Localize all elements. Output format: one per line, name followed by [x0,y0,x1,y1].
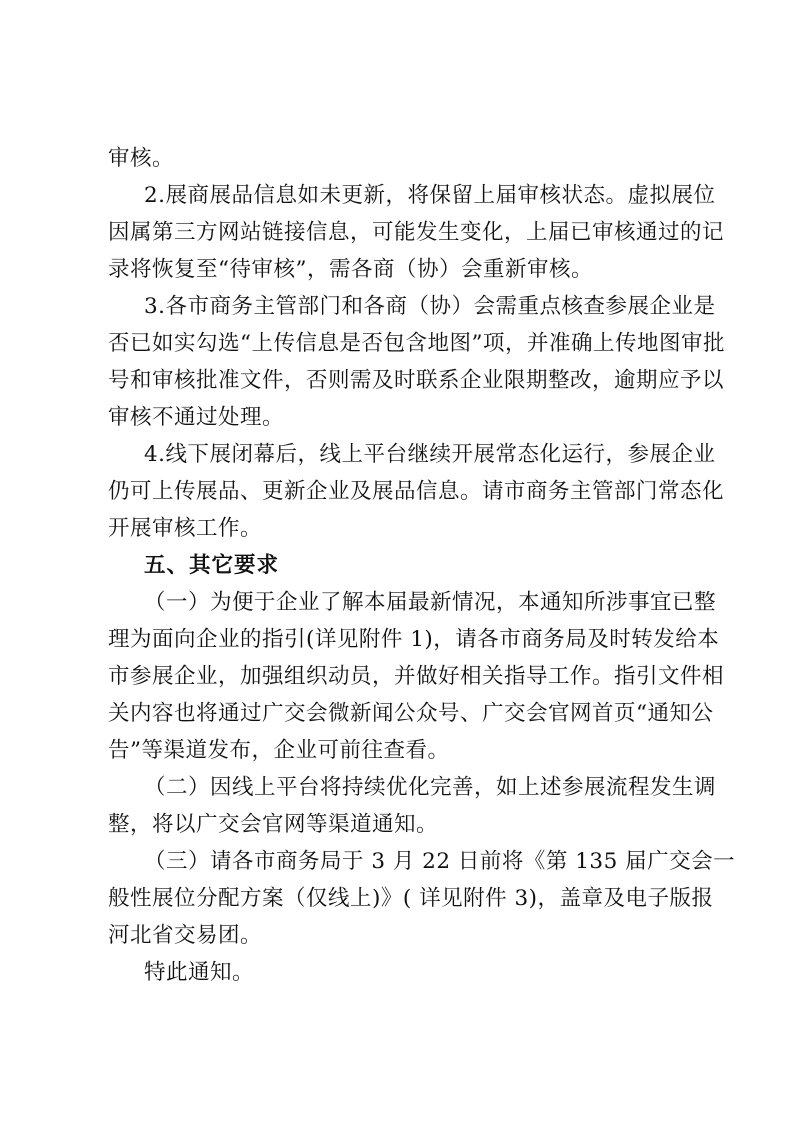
body-text-line: 般性展位分配方案（仅线上)》( 详见附件 3)，盖章及电子版报 [108,886,714,911]
body-text-line: 号和审核批准文件，否则需及时联系企业限期整改，逾期应予以 [108,368,725,393]
body-text-line: 录将恢复至“待审核”，需各商（协）会重新审核。 [108,257,593,282]
body-text-line: （二）因线上平台将持续优化完善，如上述参展流程发生调 [144,775,717,800]
body-text-line: 理为面向企业的指引(详见附件 1)，请各市商务局及时转发给本 [108,627,720,652]
body-text-line: （三）请各市商务局于 3 月 22 日前将《第 135 届广交会一 [144,849,736,874]
body-text-line: 审核。 [108,146,175,171]
body-text-line: 河北省交易团。 [108,923,263,948]
body-text-line: 4.线下展闭幕后，线上平台继续开展常态化运行，参展企业 [144,442,716,467]
body-text-line: 整，将以广交会官网等渠道通知。 [108,812,439,837]
closing-line: 特此通知。 [144,960,255,985]
body-text-line: 关内容也将通过广交会微新闻公众号、广交会官网首页“通知公 [108,701,714,726]
body-text-line: 市参展企业，加强组织动员，并做好相关指导工作。指引文件相 [108,664,725,689]
body-text-line: 否已如实勾选“上传信息是否包含地图”项，并准确上传地图审批 [108,331,725,356]
body-text-line: 3.各市商务主管部门和各商（协）会需重点核查参展企业是 [144,294,716,319]
body-text-line: 仍可上传展品、更新企业及展品信息。请市商务主管部门常态化 [108,479,725,504]
section-heading: 五、其它要求 [144,553,280,578]
body-text-line: 告”等渠道发布，企业可前往查看。 [108,738,450,763]
body-text-line: 审核不通过处理。 [108,405,285,430]
body-text-line: 因属第三方网站链接信息，可能发生变化，上届已审核通过的记 [108,220,725,245]
body-text-line: 2.展商展品信息如未更新，将保留上届审核状态。虚拟展位 [144,183,716,208]
body-text-line: （一）为便于企业了解本届最新情况，本通知所涉事宜已整 [144,590,717,615]
body-text-line: 开展审核工作。 [108,516,263,541]
